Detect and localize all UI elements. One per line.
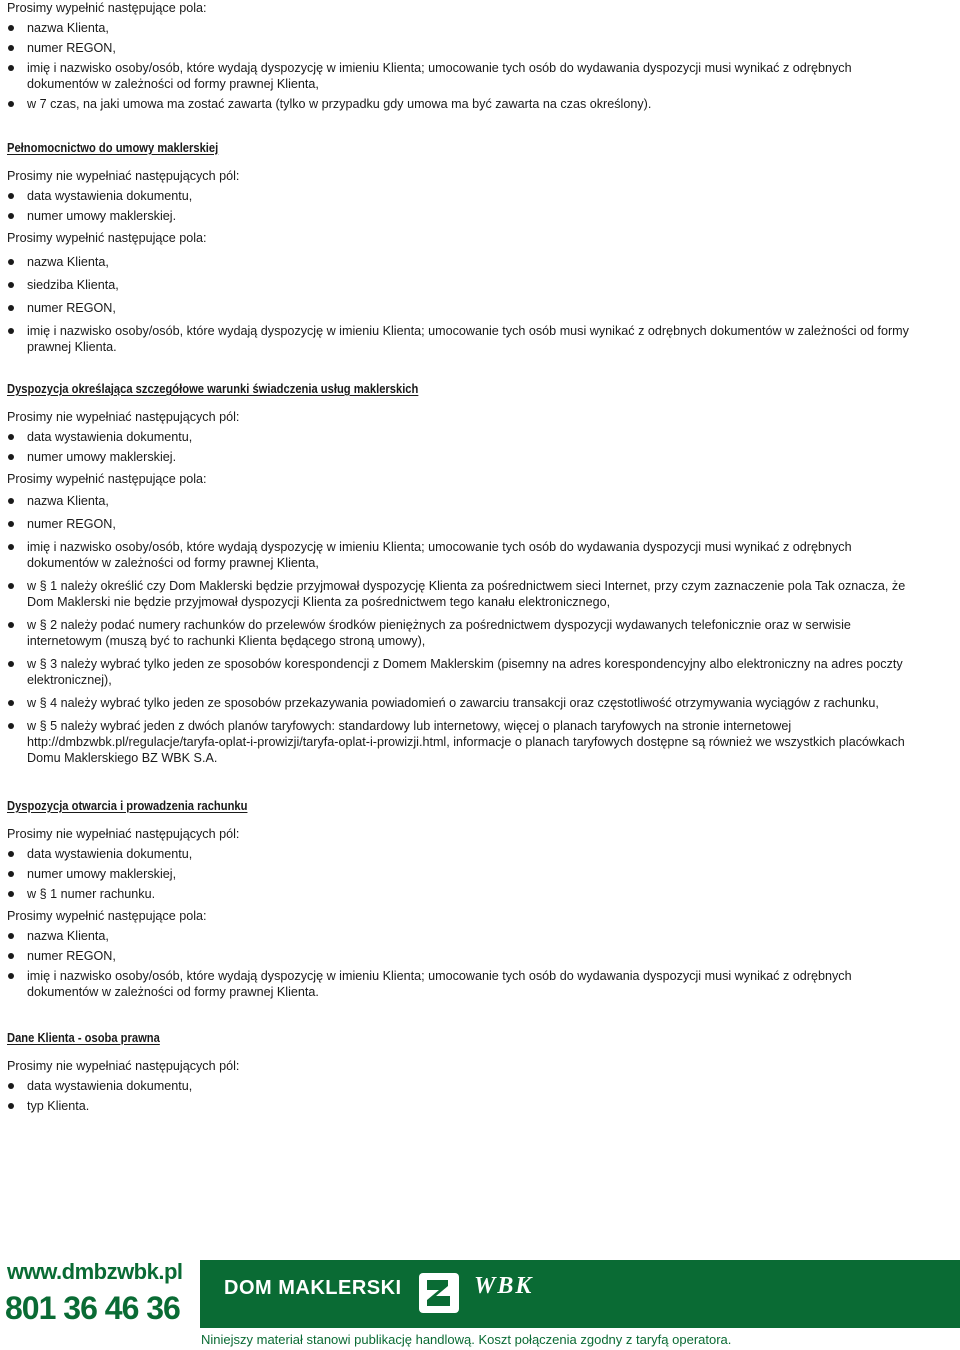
fill-label: Prosimy wypełnić następujące pola:: [7, 909, 207, 923]
phone-number[interactable]: 801 36 46 36: [5, 1290, 180, 1326]
nofill-list: [7, 188, 913, 224]
list-item: imię i nazwisko osoby/osób, które wydają dyspozycję w imieniu Klienta; umocowanie tych osób do wydawania dyspozycji musi wynikać z odrębnych dokumentów w zależności od formy prawnej Klienta,: [7, 60, 913, 92]
list-item: data wystawienia dokumentu,: [7, 188, 913, 204]
section-pelnomocnictwo: [7, 140, 913, 355]
list-item: w § 4 należy wybrać tylko jeden ze sposobów przekazywania powiadomień o zawarciu transakcji oraz częstotliwość otrzymywania wyciągów z rachunku,: [7, 695, 913, 711]
nofill-label: Prosimy nie wypełniać następujących pól:: [7, 827, 240, 841]
list-item: w § 1 numer rachunku.: [7, 886, 913, 902]
list-item: numer REGON,: [7, 40, 913, 56]
list-item: nazwa Klienta,: [7, 20, 913, 36]
nofill-list: [7, 1078, 913, 1114]
list-item: data wystawienia dokumentu,: [7, 429, 913, 445]
section-dyspozycja-rachunek: [7, 798, 913, 1000]
section-heading: Dyspozycja określająca szczegółowe warunki świadczenia usług maklerskich: [7, 381, 419, 396]
list-item: numer REGON,: [7, 300, 913, 316]
list-item: w § 1 należy określić czy Dom Maklerski będzie przyjmował dyspozycję Klienta za pośrednictwem sieci Internet, przy czym zaznaczenie pola Tak oznacza, że Dom Maklerski nie będzie przyjmował dyspozycji Klienta za pośrednictwem tego kanału elektronicznego,: [7, 578, 913, 610]
fill-list: [7, 493, 913, 766]
footer: [0, 1258, 960, 1350]
section-heading: Pełnomocnictwo do umowy maklerskiej: [7, 140, 219, 155]
list-item: nazwa Klienta,: [7, 493, 913, 509]
logo-text: BZ: [439, 1312, 441, 1313]
document-body: [7, 0, 913, 1118]
website-link[interactable]: www.dmbzwbk.pl: [7, 1259, 183, 1284]
list-item: w § 5 należy wybrać jeden z dwóch planów taryfowych: standardowy lub internetowy, więcej o planach taryfowych na stronie internetowej http://dmbzwbk.pl/regulacje/taryfa-oplat-i-prowizji/taryfa-oplat-i-prowizji.html, informacje o planach taryfowych dostępne są również we wszystkich placówkach Domu Maklerskiego BZ WBK S.A.: [7, 718, 913, 766]
intro-block: [7, 0, 913, 112]
bz-logo-icon: [418, 1272, 460, 1314]
wbk-logo: WBK: [474, 1273, 534, 1299]
fill-list: [7, 928, 913, 1000]
list-item: imię i nazwisko osoby/osób, które wydają dyspozycję w imieniu Klienta; umocowanie tych osób do wydawania dyspozycji musi wynikać z odrębnych dokumentów w zależności od formy prawnej Klienta.: [7, 968, 913, 1000]
list-item: w § 3 należy wybrać tylko jeden ze sposobów korespondencji z Domem Maklerskim (pisemny na adres korespondencyjny albo elektroniczny na adres poczty elektronicznej),: [7, 656, 913, 688]
nofill-list: [7, 846, 913, 902]
nofill-list: [7, 429, 913, 465]
list-item: imię i nazwisko osoby/osób, które wydają dyspozycję w imieniu Klienta; umocowanie tych osób musi wynikać z odrębnych dokumentów w zależności od formy prawnej Klienta.: [7, 323, 913, 355]
disclaimer: Niniejszy materiał stanowi publikację handlową. Koszt połączenia zgodny z taryfą operatora.: [201, 1332, 732, 1347]
list-item: numer REGON,: [7, 516, 913, 532]
intro-fill-list: [7, 20, 913, 112]
list-item: w 7 czas, na jaki umowa ma zostać zawarta (tylko w przypadku gdy umowa ma być zawarta na czas określony).: [7, 96, 913, 112]
nofill-label: Prosimy nie wypełniać następujących pól:: [7, 410, 240, 424]
list-item: numer umowy maklerskiej,: [7, 866, 913, 882]
section-dyspozycja-warunki: [7, 381, 913, 766]
list-item: data wystawienia dokumentu,: [7, 846, 913, 862]
list-item: siedziba Klienta,: [7, 277, 913, 293]
list-item: data wystawienia dokumentu,: [7, 1078, 913, 1094]
section-dane-klienta: [7, 1030, 913, 1114]
fill-label: Prosimy wypełnić następujące pola:: [7, 1, 207, 15]
nofill-label: Prosimy nie wypełniać następujących pól:: [7, 169, 240, 183]
fill-label: Prosimy wypełnić następujące pola:: [7, 231, 207, 245]
list-item: numer REGON,: [7, 948, 913, 964]
section-heading: Dyspozycja otwarcia i prowadzenia rachunku: [7, 798, 248, 813]
list-item: nazwa Klienta,: [7, 928, 913, 944]
brand-band: [200, 1260, 960, 1328]
list-item: numer umowy maklerskiej.: [7, 449, 913, 465]
list-item: numer umowy maklerskiej.: [7, 208, 913, 224]
list-item: imię i nazwisko osoby/osób, które wydają dyspozycję w imieniu Klienta; umocowanie tych osób do wydawania dyspozycji musi wynikać z odrębnych dokumentów w zależności od formy prawnej Klienta,: [7, 539, 913, 571]
fill-label: Prosimy wypełnić następujące pola:: [7, 472, 207, 486]
fill-list: [7, 254, 913, 355]
nofill-label: Prosimy nie wypełniać następujących pól:: [7, 1059, 240, 1073]
section-heading: Dane Klienta - osoba prawna: [7, 1030, 160, 1045]
list-item: typ Klienta.: [7, 1098, 913, 1114]
list-item: nazwa Klienta,: [7, 254, 913, 270]
brand-name: DOM MAKLERSKI: [224, 1277, 402, 1299]
list-item: w § 2 należy podać numery rachunków do przelewów środków pieniężnych za pośrednictwem dyspozycji wydawanych telefonicznie oraz w serwisie internetowym (muszą być to rachunki Klienta będącego stroną umowy),: [7, 617, 913, 649]
